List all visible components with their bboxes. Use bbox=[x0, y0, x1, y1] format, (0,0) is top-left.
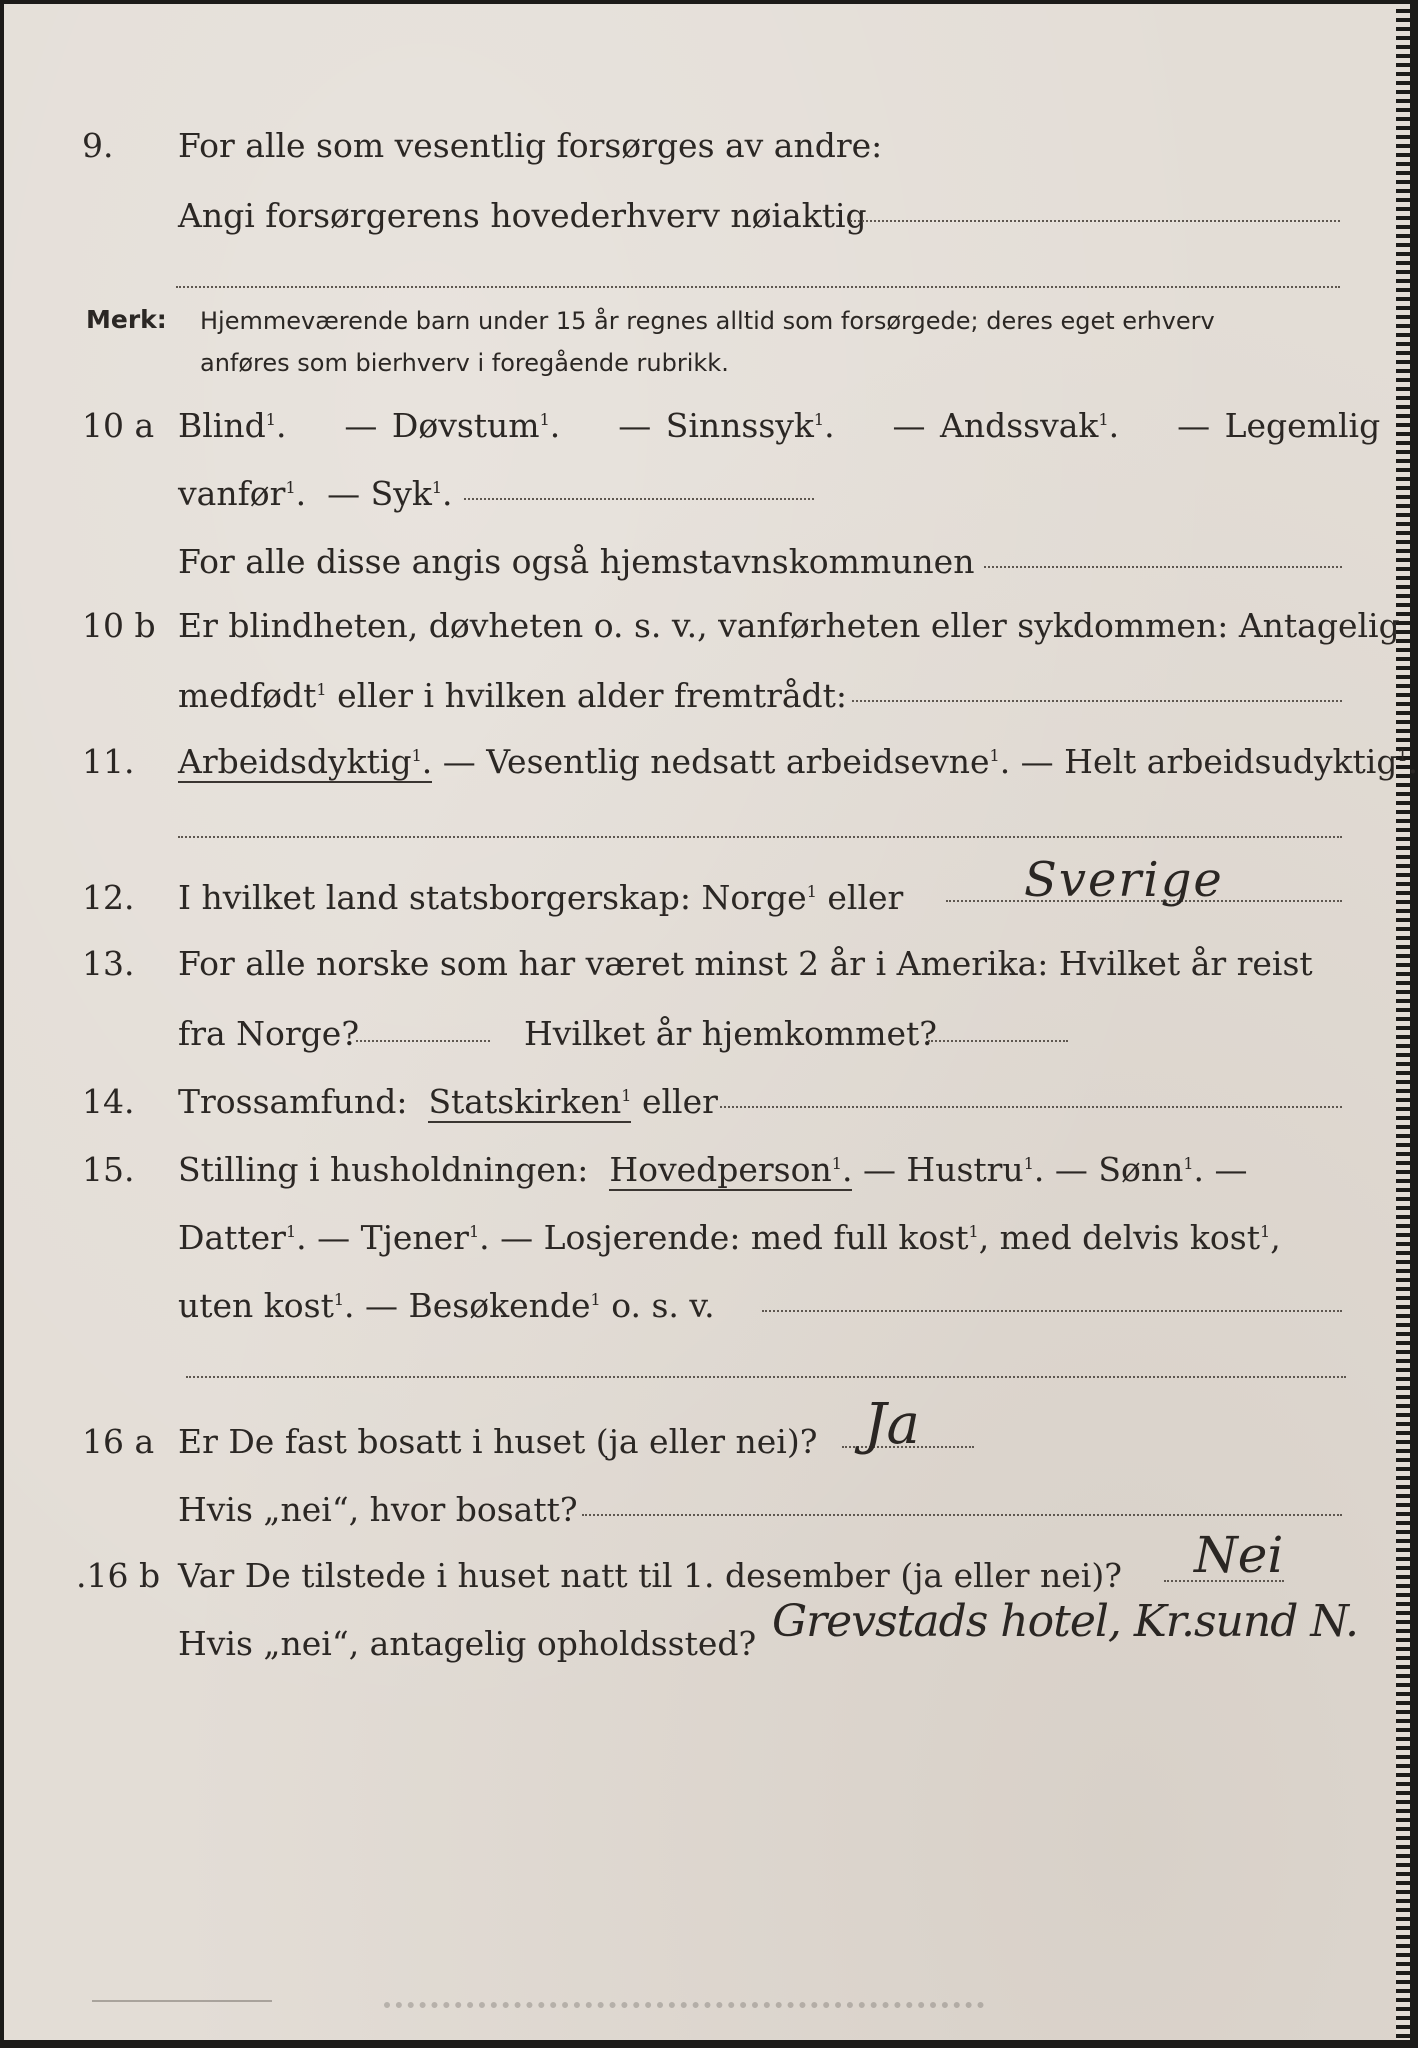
q15-osv: o. s. v. bbox=[611, 1286, 715, 1325]
q16b-handwritten-answer2: Grevstads hotel, Kr.sund N. bbox=[772, 1596, 1359, 1647]
q15-opt-uten-kost[interactable]: uten kost bbox=[178, 1286, 334, 1325]
q14-opt-label: Statskirken bbox=[428, 1082, 622, 1121]
q10b-opt-medfodt[interactable]: medfødt bbox=[178, 676, 317, 715]
q10a-opt-vanfor[interactable]: vanfør bbox=[178, 474, 286, 513]
footnote-mark: 1 bbox=[1098, 410, 1109, 429]
footnote-mark: 1 bbox=[285, 478, 296, 497]
q16b-number: .16 b bbox=[76, 1556, 161, 1595]
q9-answer-line2[interactable] bbox=[176, 286, 1340, 288]
q13-hjemkommet-answer-line[interactable] bbox=[928, 1040, 1068, 1042]
q13-hjemkommet: Hvilket år hjemkommet? bbox=[524, 1014, 937, 1053]
q11-options: Arbeidsdyktig$^1$. — Vesentlig nedsatt arbeidsevne$^1$. — Helt arbeidsudyktig$^1$. bbox=[178, 742, 1418, 781]
q15-text1: Stilling i husholdningen: Hovedperson$^1$. — Hustru$^1$. — Sønn$^1$. — bbox=[178, 1150, 1248, 1189]
q16a-answer-line2[interactable] bbox=[582, 1514, 1342, 1516]
footnote-mark: 1 bbox=[813, 410, 825, 429]
footnote-mark: 1 bbox=[431, 478, 443, 497]
q11-answer-line[interactable] bbox=[178, 836, 1342, 838]
q13-number: 13. bbox=[82, 944, 135, 983]
q9-number: 9. bbox=[82, 126, 114, 165]
footnote-mark: 1 bbox=[411, 746, 422, 765]
footnote-mark: 1 bbox=[590, 1290, 601, 1309]
q14-label: Trossamfund: bbox=[178, 1082, 408, 1121]
q11-opt-arbeidsdyktig-underlined[interactable]: Arbeidsdyktig$^1$. bbox=[178, 742, 433, 781]
q16a-handwritten-answer: Ja bbox=[864, 1392, 920, 1457]
q15-opt-full-kost[interactable]: — Losjerende: med full kost bbox=[500, 1218, 969, 1257]
q15-opt-sonn[interactable]: — Sønn bbox=[1054, 1150, 1184, 1189]
q10a-text3: For alle disse angis også hjemstavnskommunen bbox=[178, 542, 975, 581]
q10a-opt-andssvak[interactable]: — Andssvak bbox=[892, 406, 1099, 445]
footnote-mark: 1 bbox=[265, 410, 276, 429]
footnote-mark: 1 bbox=[333, 1290, 345, 1309]
q15-opt-delvis-kost[interactable]: , med delvis kost bbox=[978, 1218, 1260, 1257]
q14-text bbox=[178, 1082, 718, 1122]
q16a-text: Er De fast bosatt i huset (ja eller nei)? bbox=[178, 1422, 818, 1461]
q13-reist-answer-line[interactable] bbox=[356, 1040, 490, 1042]
q16a-number: 16 a bbox=[82, 1422, 155, 1461]
q15-opt-hovedperson-label: Hovedperson bbox=[609, 1150, 832, 1189]
q10a-options2: vanfør$^1$. — Syk$^1$. bbox=[178, 474, 453, 513]
q16b-text2: Hvis „nei“, antagelig opholdssted? bbox=[178, 1624, 757, 1663]
q10a-opt-sinnssyk[interactable]: — Sinnssyk bbox=[618, 406, 814, 445]
footnote-mark: 1 bbox=[989, 746, 1000, 765]
footnote-mark: 1 bbox=[468, 1222, 480, 1241]
footnote-mark: 1 bbox=[1023, 1154, 1034, 1173]
q15-text2: Datter$^1$. — Tjener$^1$. — Losjerende: med full kost$^1$, med delvis kost$^1$, bbox=[178, 1218, 1281, 1257]
q15-opt-datter[interactable]: Datter bbox=[178, 1218, 286, 1257]
footer-rule bbox=[92, 2000, 272, 2002]
q10a-opt-blind[interactable]: Blind bbox=[178, 406, 266, 445]
footnote-mark: 1 bbox=[316, 680, 327, 699]
q15-answer-line[interactable] bbox=[762, 1310, 1342, 1312]
q12-eller: eller bbox=[827, 878, 904, 917]
q16b-handwritten-answer: Nei bbox=[1194, 1526, 1284, 1584]
q9-answer-line[interactable] bbox=[850, 220, 1340, 222]
q15-text3: uten kost$^1$. — Besøkende$^1$ o. s. v. bbox=[178, 1286, 715, 1325]
q10b-answer-line[interactable] bbox=[852, 700, 1342, 702]
q10b-text2 bbox=[178, 676, 847, 716]
q16b-text: Var De tilstede i huset natt til 1. desember (ja eller nei)? bbox=[178, 1556, 1122, 1595]
q13-fra-norge: fra Norge? bbox=[178, 1014, 360, 1053]
footnote-mark: 1 bbox=[806, 882, 817, 901]
q14-eller: eller bbox=[641, 1082, 718, 1121]
q13-text: For alle norske som har været minst 2 år i Amerika: Hvilket år reist bbox=[178, 944, 1313, 983]
q15-opt-hovedperson-underlined[interactable]: Hovedperson$^1$. bbox=[609, 1150, 853, 1189]
q11-number: 11. bbox=[82, 742, 135, 781]
q11-opt-nedsatt[interactable]: — Vesentlig nedsatt arbeidsevne bbox=[442, 742, 990, 781]
q10b-text: Er blindheten, døvheten o. s. v., vanførheten eller sykdommen: Antagelig bbox=[178, 606, 1400, 645]
q10a-answer-line2[interactable] bbox=[984, 566, 1342, 568]
q14-answer-line[interactable] bbox=[720, 1106, 1342, 1108]
q15-number: 15. bbox=[82, 1150, 135, 1189]
footnote-mark: 1 bbox=[1397, 746, 1408, 765]
merk-label: Merk: bbox=[86, 305, 167, 334]
q10b-alder: eller i hvilken alder fremtrådt: bbox=[337, 676, 848, 715]
q15-dash: — bbox=[1214, 1150, 1248, 1189]
q10a-options: Blind$^1$. — Døvstum$^1$. — Sinnssyk$^1$. — Andssvak$^1$. — Legemlig bbox=[178, 406, 1381, 445]
q9-text2: Angi forsørgerens hovederhverv nøiaktig bbox=[178, 196, 867, 235]
footnote-mark: 1 bbox=[1183, 1154, 1194, 1173]
q10b-number: 10 b bbox=[82, 606, 156, 645]
q10a-number: 10 a bbox=[82, 406, 155, 445]
perforated-edge bbox=[1396, 4, 1410, 2040]
q12-handwritten-answer: Sverige bbox=[1024, 852, 1224, 908]
q15-opt-hustru[interactable]: — Hustru bbox=[862, 1150, 1024, 1189]
footnote-mark: 1 bbox=[831, 1154, 842, 1173]
q15-label: Stilling i husholdningen: bbox=[178, 1150, 589, 1189]
q10a-opt-legemlig[interactable]: — Legemlig bbox=[1177, 406, 1381, 445]
q10a-answer-line[interactable] bbox=[464, 498, 814, 500]
merk-text2: anføres som bierhverv i foregående rubrikk. bbox=[200, 349, 729, 377]
q15-opt-besokende[interactable]: — Besøkende bbox=[365, 1286, 591, 1325]
q14-number: 14. bbox=[82, 1082, 135, 1121]
footnote-mark: 1 bbox=[285, 1222, 297, 1241]
footer-faint-text bbox=[384, 2002, 984, 2016]
q11-opt-udyktig[interactable]: — Helt arbeidsudyktig bbox=[1020, 742, 1398, 781]
q12-question: I hvilket land statsborgerskap: Norge bbox=[178, 878, 807, 917]
q10a-opt-syk[interactable]: — Syk bbox=[327, 474, 432, 513]
q12-number: 12. bbox=[82, 878, 135, 917]
q10a-opt-dovstum[interactable]: — Døvstum bbox=[344, 406, 540, 445]
q14-opt-statskirken-underlined[interactable] bbox=[428, 1082, 631, 1123]
footnote-mark: 1 bbox=[968, 1222, 979, 1241]
footnote-mark: 1 bbox=[539, 410, 550, 429]
q15-answer-line2[interactable] bbox=[186, 1376, 1346, 1378]
q16a-text2: Hvis „nei“, hvor bosatt? bbox=[178, 1490, 578, 1529]
q15-opt-tjener[interactable]: — Tjener bbox=[317, 1218, 469, 1257]
q12-text bbox=[178, 878, 903, 918]
merk-text1: Hjemmeværende barn under 15 år regnes alltid som forsørgede; deres eget erhverv bbox=[200, 307, 1215, 335]
q11-opt1-label: Arbeidsdyktig bbox=[178, 742, 412, 781]
footnote-mark: 1 bbox=[621, 1086, 632, 1105]
footnote-mark: 1 bbox=[1260, 1222, 1271, 1241]
census-form-page bbox=[4, 4, 1418, 2040]
q9-text: For alle som vesentlig forsørges av andre: bbox=[178, 126, 883, 165]
